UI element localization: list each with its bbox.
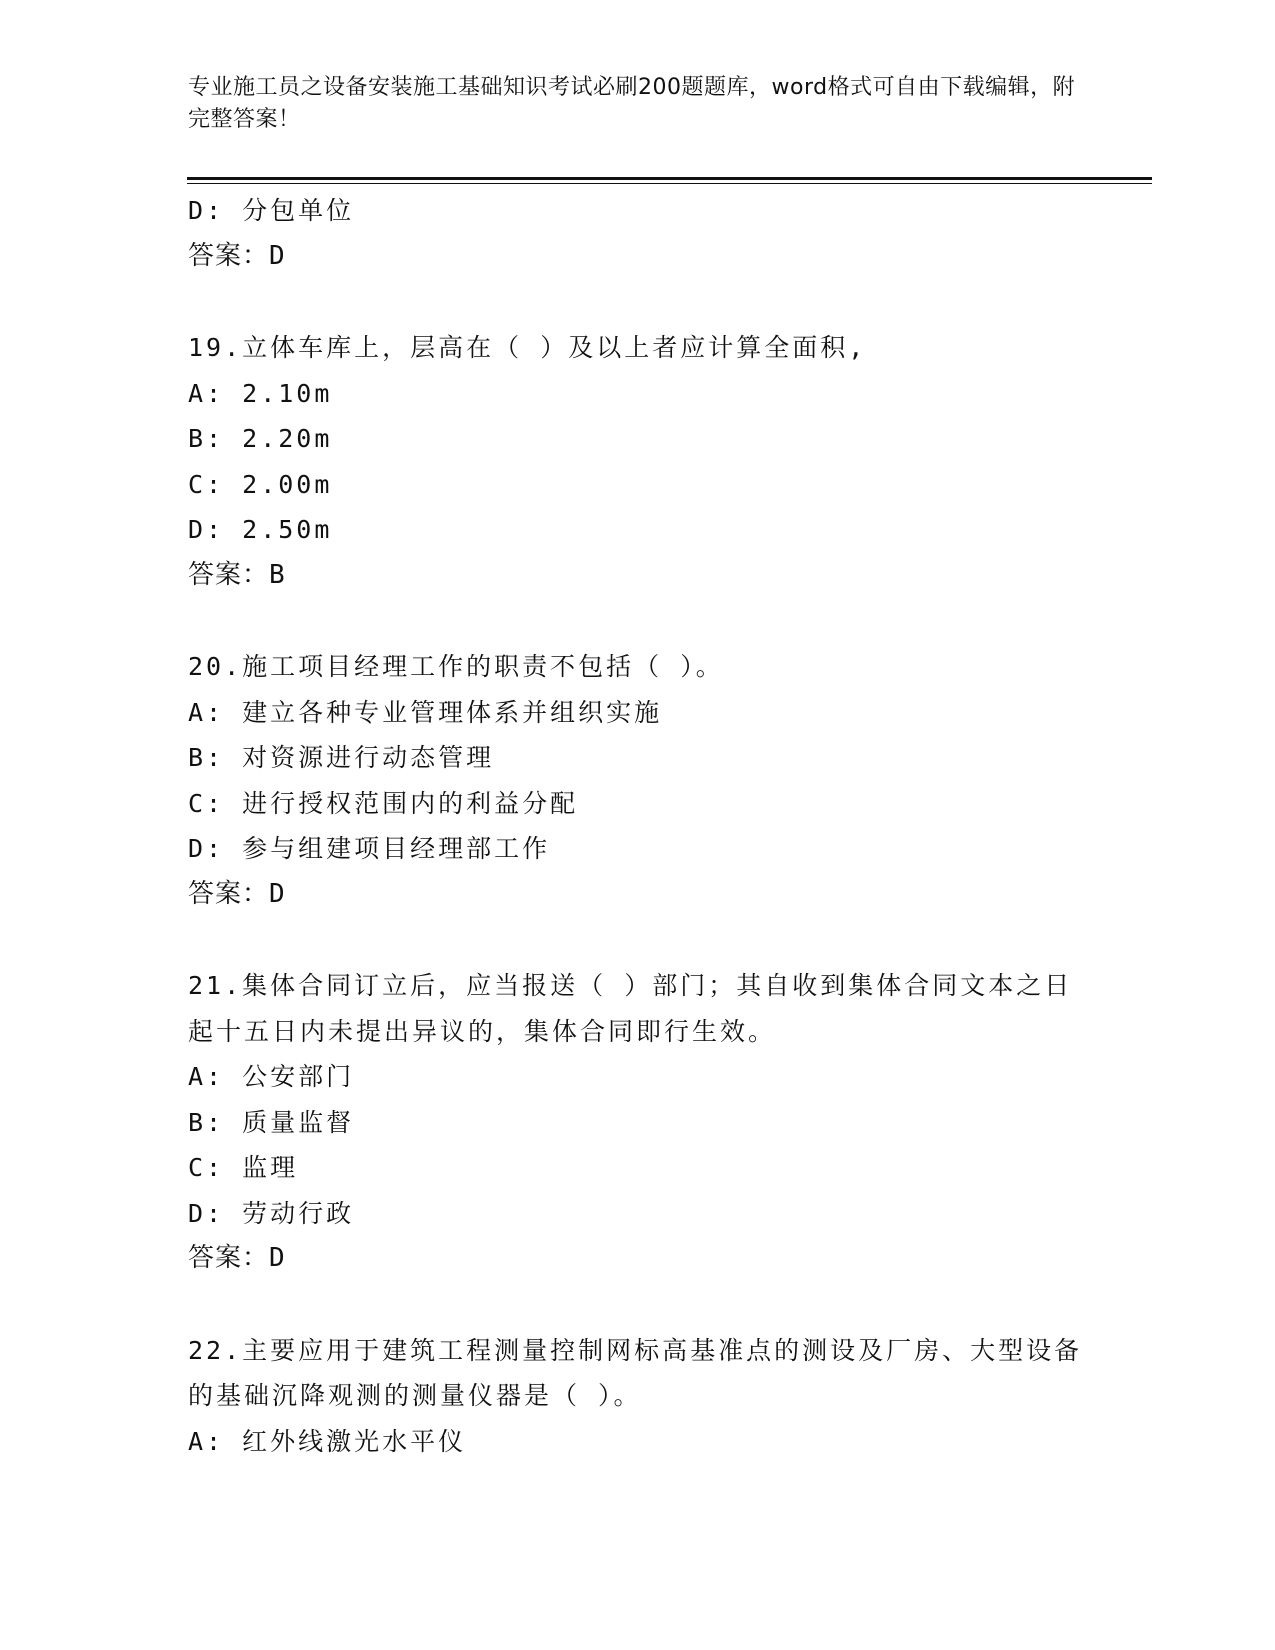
- answer-label: 答案：: [188, 1243, 270, 1273]
- question-stem: 21.集体合同订立后，应当报送（ ）部门；其自收到集体合同文本之日起十五日内未提出异议的，集体合同即行生效。: [188, 971, 1073, 1046]
- answer-label: 答案：: [188, 240, 270, 271]
- option-b: B: 对资源进行动态管理: [188, 743, 495, 772]
- option-b: B: 质量监督: [188, 1107, 355, 1137]
- answer-line: [188, 872, 1088, 918]
- question-20: [188, 644, 1088, 917]
- answer-value: B: [269, 559, 286, 590]
- option-a: A: 建立各种专业管理体系并组织实施: [188, 697, 663, 727]
- header-divider-thick: [187, 177, 1152, 180]
- answer-value: D: [269, 240, 286, 271]
- option-c: C: 进行授权范围内的利益分配: [188, 788, 579, 818]
- answer-label: 答案：: [188, 878, 270, 909]
- option-d: D: 2.50m: [188, 515, 333, 544]
- option-d: D: 劳动行政: [188, 1198, 355, 1228]
- option-d: D: 参与组建项目经理部工作: [188, 834, 551, 863]
- answer-line: [188, 1236, 1088, 1282]
- question-19: [188, 325, 1088, 598]
- question-list: [188, 188, 1088, 1464]
- option-c: C: 2.00m: [188, 469, 333, 499]
- question-22: [188, 1328, 1088, 1465]
- answer-value: D: [269, 1243, 286, 1273]
- answer-value: D: [269, 878, 286, 909]
- option-c: C: 监理: [188, 1153, 299, 1182]
- option-a: A: 2.10m: [188, 378, 333, 408]
- question-stem: 22.主要应用于建筑工程测量控制网标高基准点的测设及厂房、大型设备的基础沉降观测的测量仪器是（ ）。: [188, 1335, 1083, 1410]
- document-header: 专业施工员之设备安装施工基础知识考试必刷200题题库，word格式可自由下载编辑，附完整答案！: [188, 75, 1076, 132]
- option-b: B: 2.20m: [188, 424, 333, 453]
- answer-line: [188, 553, 1088, 599]
- question-stem: 19.立体车库上，层高在（ ）及以上者应计算全面积,: [188, 333, 867, 362]
- option-a: A: 红外线激光水平仪: [188, 1426, 467, 1456]
- header-divider-thin: [187, 183, 1152, 184]
- option-a: A: 公安部门: [188, 1062, 355, 1091]
- question-21: [188, 963, 1088, 1282]
- question-stem: 20.施工项目经理工作的职责不包括（ ）。: [188, 652, 724, 681]
- answer-line: [188, 234, 1088, 280]
- answer-label: 答案：: [188, 559, 270, 590]
- option-d: D: 分包单位: [188, 196, 355, 225]
